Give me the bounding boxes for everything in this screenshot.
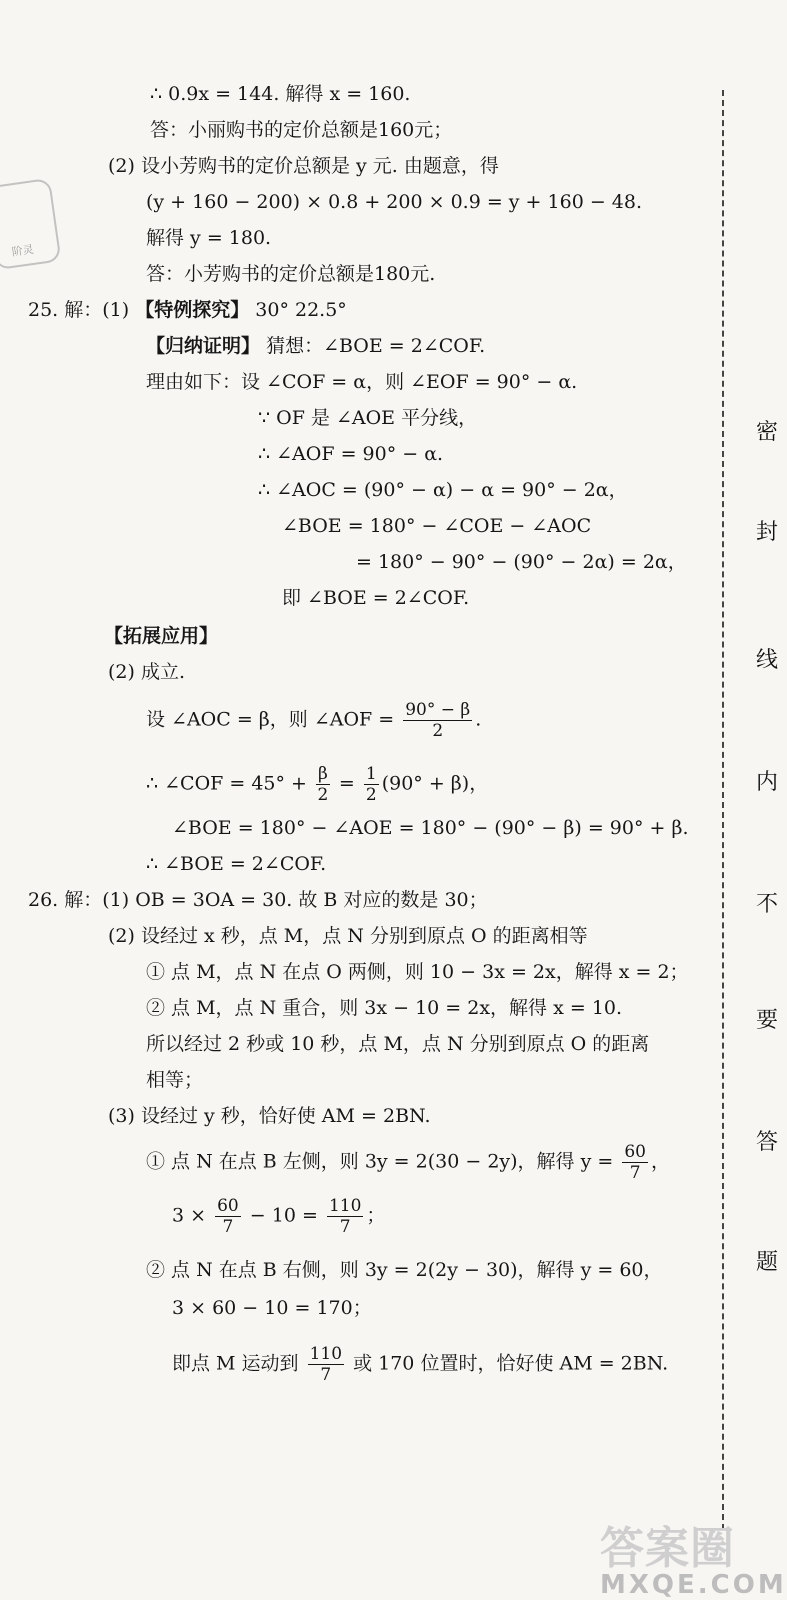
fraction-60-7 — [622, 1142, 648, 1183]
line-14: ∴ ∠AOC = (90° − α) − α = 90° − 2α， — [258, 479, 628, 501]
line-41: 60 — [624, 1142, 646, 1162]
line-37: 所以经过 2 秒或 10 秒，点 M，点 N 分别到原点 O 的距离 — [146, 1033, 650, 1055]
fraction-90-beta — [403, 700, 472, 741]
fraction-110-7 — [327, 1196, 363, 1237]
line-33: 26. 解：(1) OB = 3OA = 30. 故 B 对应的数是 30； — [28, 889, 488, 911]
seal-char-7: 题 — [756, 1250, 779, 1275]
line-18: 【拓展应用】 — [104, 625, 219, 647]
seal-char-1: 封 — [756, 520, 779, 545]
line-24: ∴ ∠COF = 45° + — [146, 772, 307, 795]
line-22: 2 — [432, 721, 444, 741]
line-50: ； — [366, 1204, 386, 1227]
line-54: 110 — [309, 1344, 343, 1364]
line-0: ∴ 0.9x = 144. 解得 x = 160. — [150, 83, 411, 105]
line-31: ∠BOE = 180° − ∠AOE = 180° − (90° − β) = 90° + β. — [172, 817, 689, 839]
case1-calc-row — [172, 1196, 385, 1237]
seal-char-4: 不 — [756, 892, 779, 917]
fraction-1-2 — [364, 764, 379, 805]
line-1: 答：小丽购书的定价总额是160元； — [150, 119, 453, 141]
line-36: ② 点 M，点 N 重合，则 3x − 10 = 2x，解得 x = 10. — [146, 997, 623, 1019]
line-38: 相等； — [146, 1069, 204, 1091]
watermark-url: MXQE.COM — [600, 1570, 787, 1600]
seal-char-0: 密 — [756, 420, 779, 445]
line-56: 或 170 位置时，恰好使 AM = 2BN. — [353, 1352, 669, 1375]
line-12: ∵ OF 是 ∠AOE 平分线， — [258, 407, 478, 429]
line-5: 答：小芳购书的定价总额是180元. — [146, 263, 436, 285]
line-2: (2) 设小芳购书的定价总额是 y 元. 由题意，得 — [108, 155, 499, 177]
seal-char-2: 线 — [756, 648, 779, 673]
line-28: 1 — [365, 764, 377, 784]
q25-heading — [28, 298, 347, 322]
line-8: 30° 22.5° — [255, 299, 347, 321]
line-4: 解得 y = 180. — [146, 227, 272, 249]
line-30: (90° + β)， — [381, 772, 489, 795]
line-13: ∴ ∠AOF = 90° − α. — [258, 443, 444, 465]
line-17: 即 ∠BOE = 2∠COF. — [282, 587, 470, 609]
line-49: 7 — [339, 1217, 351, 1237]
line-47: − 10 = — [249, 1204, 318, 1227]
watermark-logo: 答案圈 — [600, 1523, 735, 1574]
induction-row — [146, 334, 485, 358]
line-10: 猜想：∠BOE = 2∠COF. — [266, 335, 486, 357]
line-45: 60 — [217, 1196, 239, 1216]
line-27: = — [338, 772, 355, 795]
line-25: β — [318, 764, 328, 784]
line-53: 即点 M 运动到 — [172, 1352, 299, 1375]
seal-char-5: 要 — [756, 1008, 779, 1033]
line-48: 110 — [328, 1196, 362, 1216]
line-32: ∴ ∠BOE = 2∠COF. — [146, 853, 327, 875]
line-20: 设 ∠AOC = β，则 ∠AOF = — [146, 708, 395, 731]
line-16: = 180° − 90° − (90° − 2α) = 2α， — [356, 551, 687, 573]
line-11: 理由如下：设 ∠COF = α，则 ∠EOF = 90° − α. — [146, 371, 578, 393]
fraction-60-7-b — [215, 1196, 241, 1237]
expand-def-row — [146, 700, 481, 741]
fraction-110-7-b — [308, 1344, 344, 1385]
line-42: 7 — [629, 1163, 641, 1183]
line-43: ， — [650, 1150, 670, 1173]
seal-char-6: 答 — [756, 1130, 779, 1155]
line-15: ∠BOE = 180° − ∠COE − ∠AOC — [282, 515, 592, 537]
line-39: (3) 设经过 y 秒，恰好使 AM = 2BN. — [108, 1105, 431, 1127]
line-21: 90° − β — [405, 700, 471, 720]
line-26: 2 — [317, 785, 329, 805]
watermark — [600, 1512, 787, 1600]
fraction-beta-2 — [316, 764, 330, 805]
line-6: 25. 解：(1) — [28, 299, 130, 321]
case1-row — [146, 1142, 670, 1183]
corner-stamp — [0, 178, 62, 270]
line-44: 3 × — [172, 1204, 207, 1227]
line-19: (2) 成立. — [108, 661, 185, 683]
line-46: 7 — [222, 1217, 234, 1237]
line-52: 3 × 60 − 10 = 170； — [172, 1297, 372, 1319]
line-34: (2) 设经过 x 秒，点 M，点 N 分别到原点 O 的距离相等 — [108, 925, 588, 947]
line-23: . — [475, 708, 482, 731]
seal-dashed-line — [722, 90, 724, 1530]
conclusion-row — [172, 1344, 668, 1385]
stamp-text: 阶灵 — [10, 242, 35, 259]
line-29: 2 — [365, 785, 377, 805]
cof-row — [146, 764, 488, 805]
line-7: 【特例探究】 — [135, 299, 250, 321]
line-55: 7 — [320, 1365, 332, 1385]
line-9: 【归纳证明】 — [146, 335, 261, 357]
line-40: ① 点 N 在点 B 左侧，则 3y = 2(30 − 2y)，解得 y = — [146, 1150, 614, 1173]
line-35: ① 点 M，点 N 在点 O 两侧，则 10 − 3x = 2x，解得 x = 2； — [146, 961, 689, 983]
line-51: ② 点 N 在点 B 右侧，则 3y = 2(2y − 30)，解得 y = 60， — [146, 1259, 663, 1281]
line-3: (y + 160 − 200) × 0.8 + 200 × 0.9 = y + 160 − 48. — [146, 191, 642, 213]
seal-char-3: 内 — [756, 770, 779, 795]
